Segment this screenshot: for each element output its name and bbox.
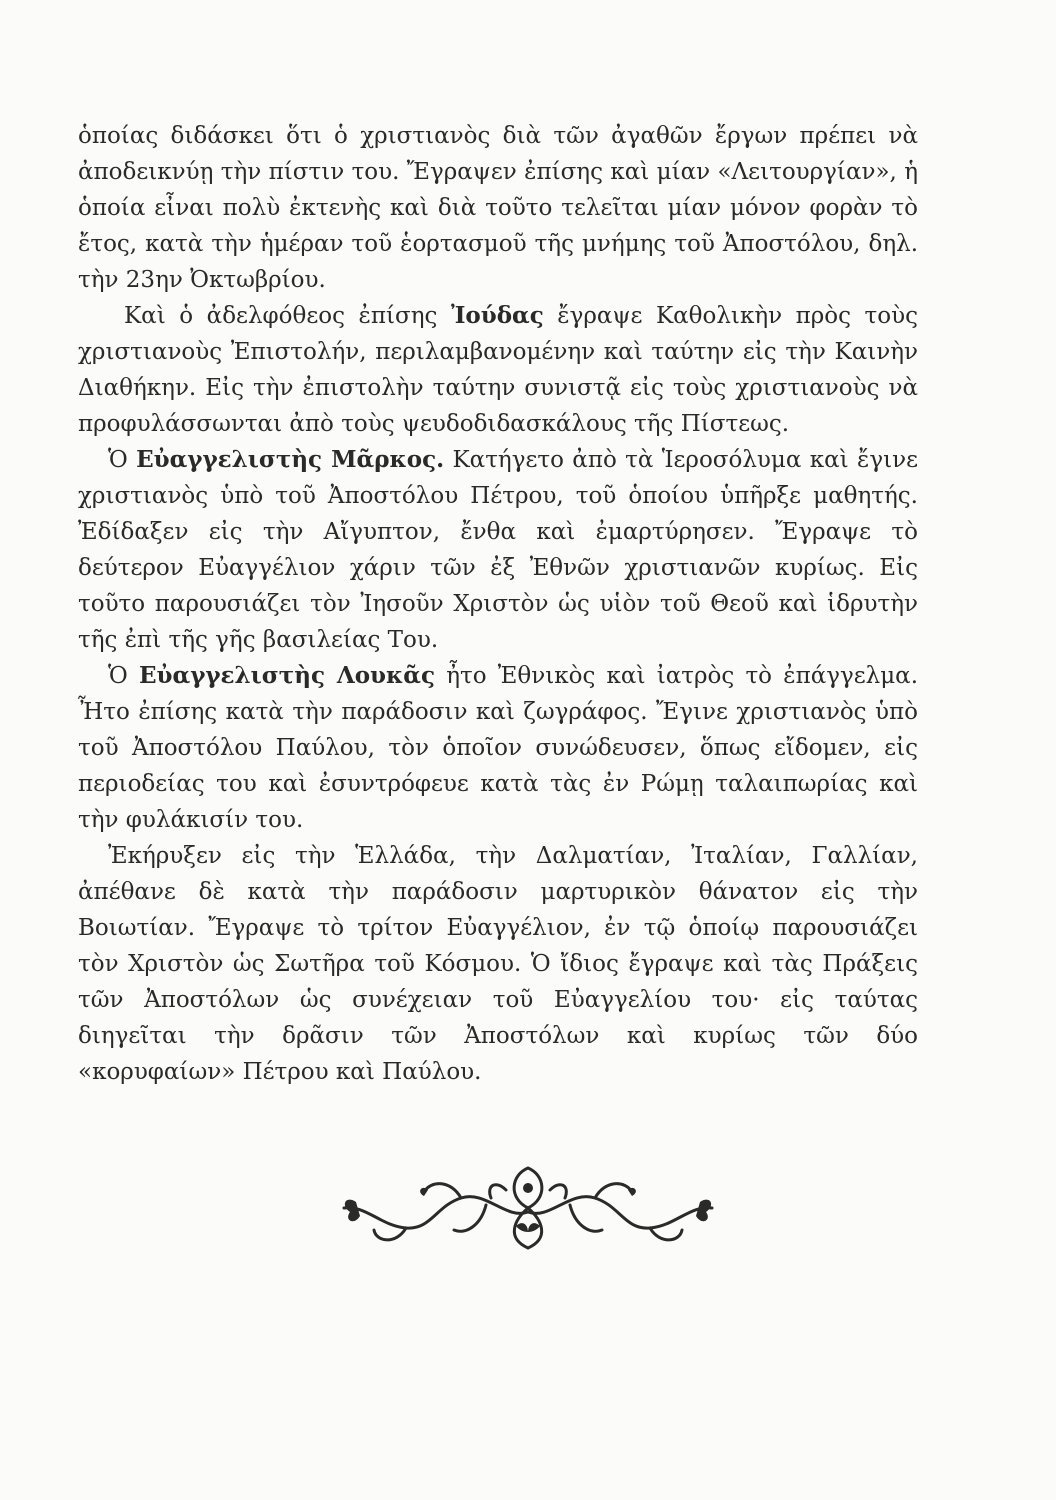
paragraph bbox=[78, 442, 918, 658]
document-body bbox=[78, 118, 918, 1090]
paragraph bbox=[78, 298, 918, 442]
bold-term: Εὐαγγελιστὴς Λουκᾶς bbox=[139, 662, 435, 689]
paragraph bbox=[78, 658, 918, 838]
text-run: Ὁ bbox=[108, 447, 137, 473]
text-run: ὁποίας διδάσκει ὅτι ὁ χριστιανὸς διὰ τῶν ἀγαθῶν ἔργων πρέπει νὰ ἀποδεικνύῃ τὴν πίστιν του. Ἔγραψεν ἐπίσης καὶ μίαν «Λειτουργίαν», ἡ ὁποία εἶναι πολὺ ἐκτενὴς καὶ διὰ τοῦτο τελεῖται μίαν μόνον φορὰν τὸ ἔτος, κατὰ τὴν ἡμέραν τοῦ ἑορτασμοῦ τῆς μνήμης τοῦ Ἀποστόλου, δηλ. τὴν 23ην Ὀκτωβρίου. bbox=[78, 123, 918, 293]
paragraph bbox=[78, 838, 918, 1090]
paragraph bbox=[78, 118, 918, 298]
bold-term: Εὐαγγελιστὴς Μᾶρκος. bbox=[136, 446, 445, 473]
floral-ornament-icon bbox=[336, 1150, 720, 1260]
text-run: Καὶ ὁ ἀδελφόθεος ἐπίσης bbox=[124, 303, 451, 329]
text-run: Κατήγετο ἀπὸ τὰ Ἱεροσόλυμα καὶ ἔγινε χριστιανὸς ὑπὸ τοῦ Ἀποστόλου Πέτρου, τοῦ ὁποίου ὑπῆρξε μαθητής. Ἐδίδαξεν εἰς τὴν Αἴγυπτον, ἔνθα καὶ ἐμαρτύρησεν. Ἔγραψε τὸ δεύτερον Εὐαγγέλιον χάριν τῶν ἐξ Ἐθνῶν χριστιανῶν κυρίως. Εἰς τοῦτο παρουσιάζει τὸν Ἰησοῦν Χριστὸν ὡς υἱὸν τοῦ Θεοῦ καὶ ἱδρυτὴν τῆς ἐπὶ τῆς γῆς βασιλείας Του. bbox=[78, 447, 918, 653]
text-run: ἔγραψε Καθολικὴν πρὸς τοὺς χριστιανοὺς Ἐπιστολήν, περιλαμβανομένην καὶ ταύτην εἰς τὴν Καινὴν Διαθήκην. Εἰς τὴν ἐπιστολὴν ταύτην συνιστᾷ εἰς τοὺς χριστιανοὺς νὰ προφυλάσσωνται ἀπὸ τοὺς ψευδοδιδασκάλους τῆς Πίστεως. bbox=[78, 303, 918, 437]
text-run: Ὁ bbox=[108, 663, 139, 689]
text-run: ἦτο Ἐθνικὸς καὶ ἰατρὸς τὸ ἐπάγγελμα. Ἦτο ἐπίσης κατὰ τὴν παράδοσιν καὶ ζωγράφος. Ἔγινε χριστιανὸς ὑπὸ τοῦ Ἀποστόλου Παύλου, τὸν ὁποῖον συνώδευσεν, ὅπως εἴδομεν, εἰς περιοδείας του καὶ ἐσυντρόφευε κατὰ τὰς ἐν Ρώμῃ ταλαιπωρίας καὶ τὴν φυλάκισίν του. bbox=[78, 663, 919, 833]
text-run: Ἐκήρυξεν εἰς τὴν Ἑλλάδα, τὴν Δαλματίαν, Ἰταλίαν, Γαλλίαν, ἀπέθανε δὲ κατὰ τὴν παράδοσιν μαρτυρικὸν θάνατον εἰς τὴν Βοιωτίαν. Ἔγραψε τὸ τρίτον Εὐαγγέλιον, ἐν τῷ ὁποίῳ παρουσιάζει τὸν Χριστὸν ὡς Σωτῆρα τοῦ Κόσμου. Ὁ ἴδιος ἔγραψε καὶ τὰς Πράξεις τῶν Ἀποστόλων ὡς συνέχειαν τοῦ Εὐαγγελίου του· εἰς ταύτας διηγεῖται τὴν δρᾶσιν τῶν Ἀποστόλων καὶ κυρίως τῶν δύο «κορυφαίων» Πέτρου καὶ Παύλου. bbox=[78, 843, 918, 1085]
bold-term: Ἰούδας bbox=[450, 302, 544, 329]
